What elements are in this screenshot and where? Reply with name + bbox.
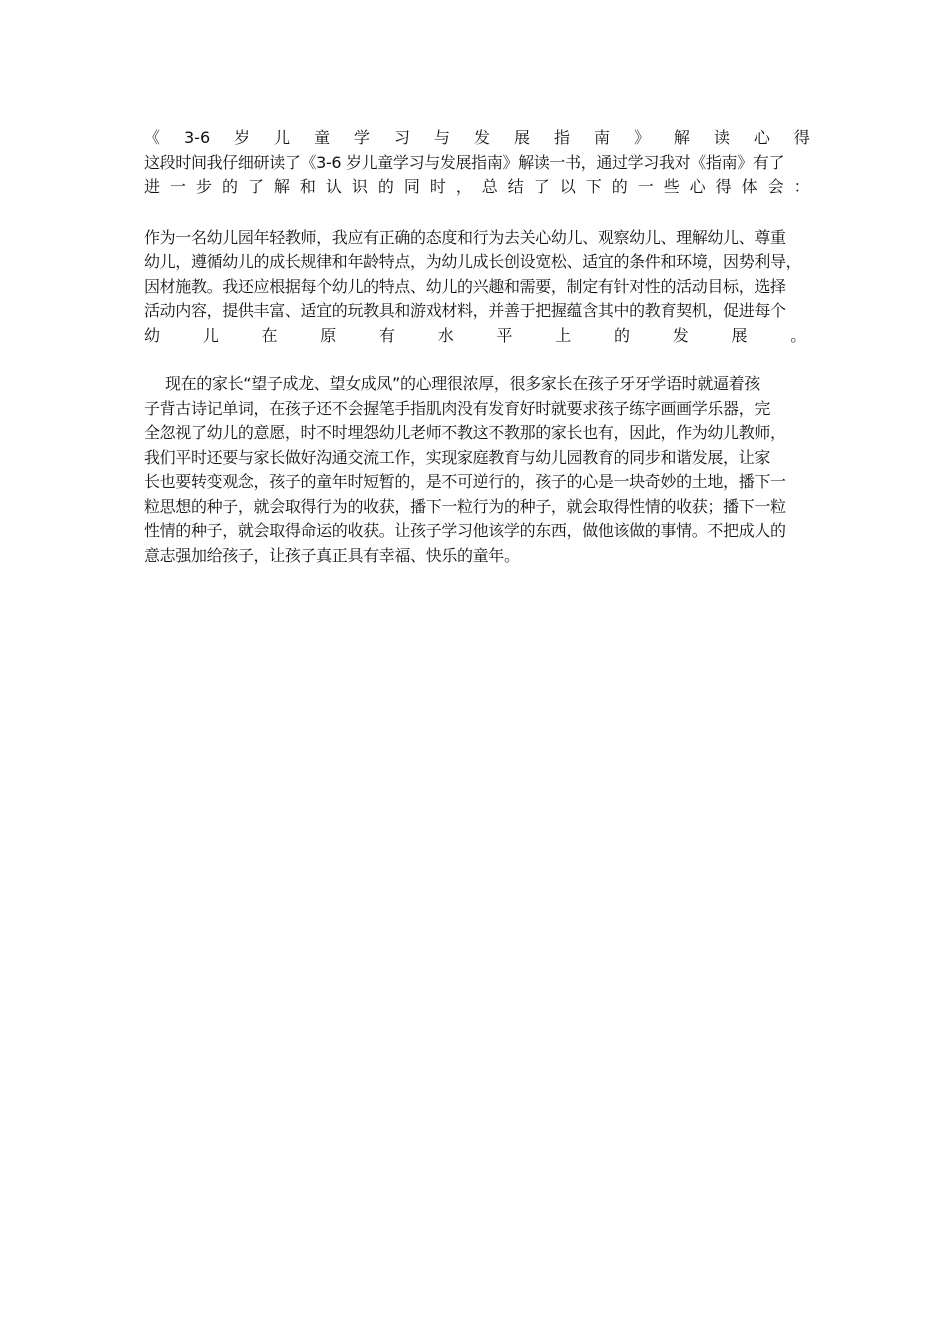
- document-title: [144, 126, 810, 151]
- intro-char: 一: [637, 177, 654, 196]
- intro-char: 识: [351, 177, 368, 196]
- intro-char: 了: [533, 177, 550, 196]
- paragraph-gap: [144, 348, 810, 372]
- intro-char: 心: [689, 177, 706, 196]
- paragraph-line: 意志强加给孩子，让孩子真正具有幸福、快乐的童年。: [144, 545, 520, 565]
- title-char: 》: [633, 128, 650, 147]
- document-body: [144, 126, 810, 568]
- title-char: 指: [553, 128, 570, 147]
- intro-char: ：: [793, 177, 810, 196]
- paragraph-line: 因材施教。我还应根据每个幼儿的特点、幼儿的兴趣和需要，制定有针对性的活动目标，选择: [144, 276, 786, 296]
- intro-line-spread: [144, 175, 810, 200]
- paragraph-char: 儿: [202, 325, 219, 345]
- intro-char: ，: [455, 177, 472, 196]
- intro-char: 和: [299, 177, 316, 196]
- paragraph-line: 作为一名幼儿园年轻教师，我应有正确的态度和行为去关心幼儿、观察幼儿、理解幼儿、尊重: [144, 227, 786, 247]
- title-char: 儿: [274, 128, 291, 147]
- paragraph-line: 幼儿，遵循幼儿的成长规律和年龄特点，为幼儿成长创设宽松、适宜的条件和环境，因势利导，: [144, 252, 802, 271]
- title-char: 学: [354, 128, 371, 147]
- title-char: 习: [394, 128, 411, 147]
- paragraph-char: 原: [320, 325, 336, 345]
- intro-char: 同: [403, 177, 420, 196]
- paragraph-gap: [144, 200, 810, 226]
- title-char: 读: [713, 128, 730, 147]
- title-char: 童: [314, 128, 331, 147]
- intro-char: 总: [481, 177, 498, 196]
- intro-char: 的: [377, 177, 394, 196]
- paragraph-1: [144, 226, 810, 349]
- paragraph-line: 性情的种子，就会取得命运的收获。让孩子学习他该学的东西，做他该做的事情。不把成人的: [144, 521, 786, 540]
- intro-char: 认: [325, 177, 342, 196]
- intro-char: 以: [559, 177, 576, 196]
- intro-char: 体: [741, 177, 758, 196]
- title-char: 岁: [234, 128, 251, 147]
- intro-char: 结: [507, 177, 524, 196]
- intro-char: 一: [169, 177, 186, 196]
- intro-char: 了: [247, 177, 264, 196]
- intro-char: 解: [273, 177, 290, 196]
- intro-char: 的: [611, 177, 628, 196]
- intro-line: 这段时间我仔细研读了《3-6 岁儿童学习与发展指南》解读一书，通过学习我对《指南》有了: [144, 152, 785, 172]
- paragraph-line: 活动内容，提供丰富、适宜的玩教具和游戏材料，并善于把握蕴含其中的教育契机，促进每个: [144, 301, 786, 320]
- paragraph-char: 在: [261, 325, 278, 345]
- title-char: 《: [144, 128, 161, 147]
- intro-char: 的: [221, 177, 238, 196]
- title-char: 与: [434, 128, 451, 147]
- intro-char: 步: [195, 177, 212, 196]
- intro-char: 些: [663, 177, 680, 196]
- intro-char: 进: [144, 177, 161, 196]
- intro-char: 会: [767, 177, 784, 196]
- title-char: 得: [793, 128, 810, 147]
- paragraph-char: 幼: [144, 325, 160, 345]
- title-char: 解: [673, 128, 690, 147]
- paragraph-line-spread: [144, 324, 810, 349]
- title-char: 3-6: [183, 128, 211, 147]
- intro-char: 得: [715, 177, 732, 196]
- paragraph-char: 水: [437, 325, 454, 345]
- paragraph-line: 粒思想的种子，就会取得行为的收获，播下一粒行为的种子，就会取得性情的收获；播下一粒: [144, 496, 786, 516]
- paragraph-char: 有: [379, 325, 395, 345]
- intro-char: 下: [585, 177, 602, 196]
- paragraph-line: 长也要转变观念，孩子的童年时短暂的，是不可逆行的，孩子的心是一块奇妙的土地，播下一: [144, 472, 786, 491]
- paragraph-char: 上: [555, 325, 571, 345]
- intro-char: 时: [429, 177, 446, 196]
- paragraph-line: 我们平时还要与家长做好沟通交流工作，实现家庭教育与幼儿园教育的同步和谐发展，让家: [144, 447, 771, 467]
- paragraph-char: 展: [731, 325, 748, 345]
- paragraph-char: 的: [614, 325, 630, 345]
- title-char: 心: [753, 128, 770, 147]
- paragraph-2: [144, 372, 810, 568]
- title-char: 发: [474, 128, 491, 147]
- title-char: 展: [513, 128, 530, 147]
- paragraph-char: 平: [496, 325, 513, 345]
- title-char: 南: [593, 128, 610, 147]
- paragraph-char: 。: [790, 325, 806, 345]
- paragraph-char: 发: [672, 325, 689, 345]
- paragraph-line: 现在的家长“望子成龙、望女成凤”的心理很浓厚，很多家长在孩子牙牙学语时就逼着孩: [165, 374, 760, 393]
- paragraph-line: 子背古诗记单词，在孩子还不会握笔手指肌肉没有发育好时就要求孩子练字画画学乐器，完: [144, 398, 771, 418]
- paragraph-line: 全忽视了幼儿的意愿，时不时埋怨幼儿老师不教这不教那的家长也有，因此，作为幼儿教师，: [144, 423, 786, 442]
